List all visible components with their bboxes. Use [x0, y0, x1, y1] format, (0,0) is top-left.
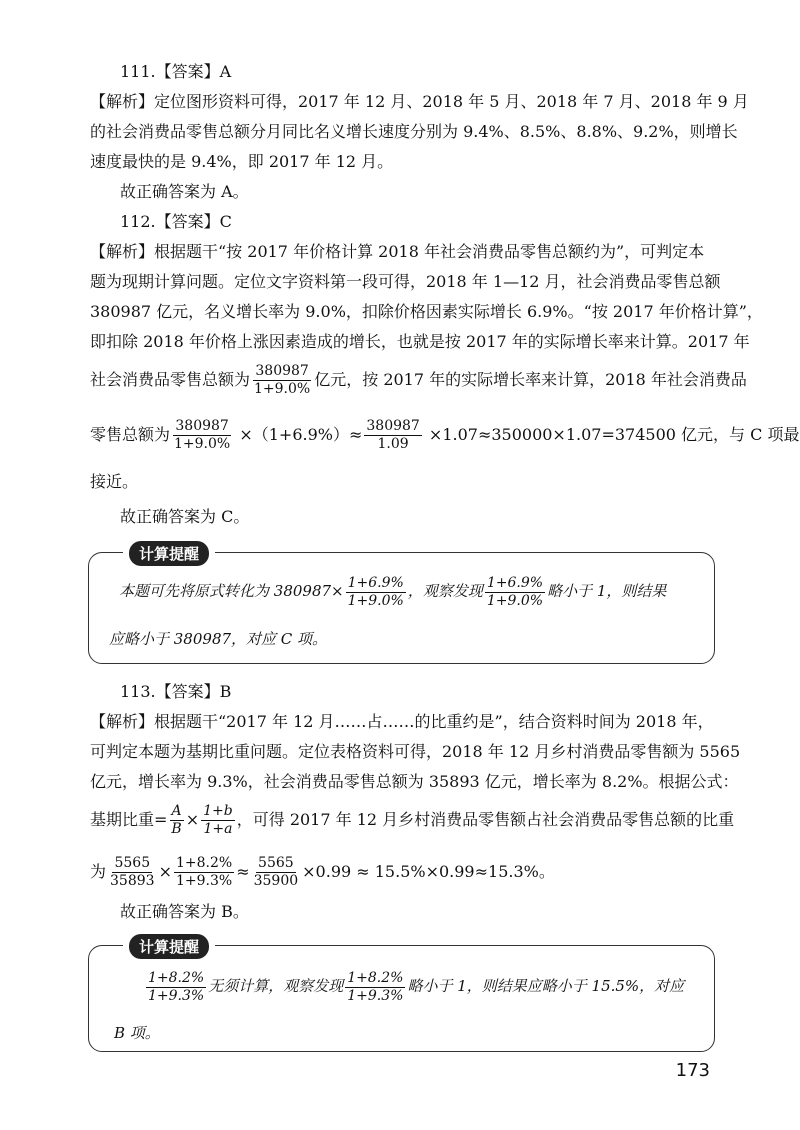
fraction-denominator: 1+9.0% [254, 381, 311, 397]
q113-tip-line-1 [144, 966, 684, 1006]
approx-sign: ≈ [236, 862, 250, 881]
fraction-denominator: 1+9.0% [486, 592, 544, 609]
multiply-sign: × [185, 810, 200, 829]
fraction-numerator: 1+8.2% [175, 855, 233, 871]
q113-tip-fraction-2 [345, 970, 405, 1005]
q111-analysis-line-2: 的社会消费品零售总额分月同比名义增长速度分别为 9.4%、8.5%、8.8%、9.2%，则增长 [90, 122, 738, 141]
q111-analysis-line-1: 【解析】定位图形资料可得，2017 年 12 月、2018 年 5 月、2018 年 7 月、2018 年 9 月 [90, 92, 749, 111]
fraction-numerator: 5565 [258, 855, 294, 871]
multiply-sign: × [158, 862, 172, 881]
q113-tip-label [123, 934, 215, 959]
q112-tip-suffix: 略小于 1，则结果 [547, 582, 667, 600]
q113-fraction-2 [174, 855, 234, 890]
fraction-denominator: 35893 [110, 873, 155, 889]
q113-line4-suffix: ，可得 2017 年 12 月乡村消费品零售额占社会消费品零售总额的比重 [236, 810, 735, 829]
q113-answer: 故正确答案为 B。 [120, 902, 249, 921]
q112-tip-middle: ，观察发现 [407, 582, 483, 600]
q112-analysis-line-2: 题为现期计算问题。定位文字资料第一段可得，2018 年 1—12 月，社会消费品零售总额 [90, 272, 721, 291]
fraction-numerator: 1+6.9% [347, 574, 404, 591]
q113-line5-prefix: 为 [90, 862, 107, 881]
q113-tip-fraction-1 [146, 970, 206, 1005]
q112-tip-prefix: 本题可先将原式转化为 380987× [119, 582, 344, 600]
q111-analysis-line-3: 速度最快的是 9.4%，即 2017 年 12 月。 [90, 152, 394, 171]
tip-label-text: 计算提醒 [129, 934, 209, 959]
q112-fraction-total [252, 363, 312, 398]
fraction-denominator: 1+9.3% [175, 873, 233, 889]
fraction-numerator: 5565 [114, 855, 151, 871]
q113-tip-line-2: B 项。 [114, 1024, 160, 1042]
fraction-denominator: 35900 [253, 873, 299, 889]
q112-fraction-2 [364, 418, 421, 453]
fraction-numerator: 380987 [255, 363, 309, 379]
q112-tip-fraction-2 [485, 575, 545, 610]
q113-tip-middle: 无须计算，观察发现 [208, 977, 344, 995]
q112-line6-suffix: ×1.07≈350000×1.07=374500 亿元，与 C 项最 [423, 425, 800, 444]
q112-label: 112.【答案】C [120, 212, 232, 231]
q113-analysis-line-4 [90, 800, 735, 840]
fraction-numerator: A [171, 803, 182, 819]
fraction-numerator: 1+6.9% [486, 574, 544, 591]
q112-analysis-line-7: 接近。 [90, 472, 139, 491]
fraction-numerator: 380987 [366, 418, 420, 434]
fraction-denominator: 1+9.3% [148, 987, 205, 1004]
q113-analysis-line-3: 亿元，增长率为 9.3%，社会消费品零售总额为 35893 亿元，增长率为 8.2%。根据公式： [90, 772, 739, 791]
q112-analysis-line-3: 380987 亿元，名义增长率为 9.0%，扣除价格因素实际增长 6.9%。“按 2017 年价格计算”， [90, 302, 763, 321]
fraction-denominator: 1+9.0% [174, 436, 231, 452]
q112-answer: 故正确答案为 C。 [120, 507, 250, 526]
q113-tip-suffix: 略小于 1，则结果应略小于 15.5%，对应 [407, 977, 685, 995]
q113-fraction-3 [252, 855, 301, 890]
q112-analysis-line-4: 即扣除 2018 年价格上涨因素造成的增长，也就是按 2017 年的实际增长率来计算。2017 年 [90, 332, 750, 351]
q111-label: 111.【答案】A [120, 62, 232, 81]
q113-calculation-tip-box [88, 938, 715, 1052]
q112-tip-fraction-1 [346, 575, 406, 610]
q113-formula-fraction-2 [201, 803, 235, 838]
fraction-denominator: 1.09 [377, 436, 409, 452]
tip-label-text: 计算提醒 [129, 541, 209, 566]
q112-analysis-line-6 [90, 415, 800, 455]
q113-analysis-line-5 [90, 852, 720, 892]
q112-line6-middle: ×（1+6.9%）≈ [234, 425, 363, 444]
q112-line5-suffix: 亿元，按 2017 年的实际增长率来计算，2018 年社会消费品 [314, 370, 747, 389]
q112-tip-line-2: 应略小于 380987，对应 C 项。 [109, 630, 328, 648]
q113-line4-prefix: 基期比重= [90, 810, 168, 829]
q112-line6-prefix: 零售总额为 [90, 425, 171, 444]
q112-fraction-1 [172, 418, 232, 453]
q112-tip-label [123, 541, 215, 566]
fraction-denominator: B [171, 821, 182, 837]
q112-analysis-line-5 [90, 360, 747, 400]
fraction-denominator: 1+9.3% [347, 987, 404, 1004]
q112-analysis-line-1: 【解析】根据题干“按 2017 年价格计算 2018 年社会消费品零售总额约为”，可判定本 [90, 242, 705, 261]
q113-fraction-1 [108, 855, 157, 890]
q113-line5-suffix: ×0.99 ≈ 15.5%×0.99≈15.3%。 [302, 862, 555, 881]
q111-answer: 故正确答案为 A。 [120, 182, 249, 201]
fraction-numerator: 1+b [203, 803, 233, 819]
fraction-denominator: 1+a [203, 821, 233, 837]
q113-formula-fraction-1 [169, 803, 183, 838]
q113-analysis-line-1: 【解析】根据题干“2017 年 12 月……占……的比重约是”，结合资料时间为 2018 年， [90, 712, 714, 731]
q113-label: 113.【答案】B [120, 682, 232, 701]
page-number: 173 [675, 1060, 710, 1081]
fraction-denominator: 1+9.0% [347, 592, 404, 609]
fraction-numerator: 1+8.2% [148, 969, 205, 986]
q112-calculation-tip-box [88, 545, 715, 664]
q113-analysis-line-2: 可判定本题为基期比重问题。定位表格资料可得，2018 年 12 月乡村消费品零售额为 5565 [90, 742, 741, 761]
q112-tip-line-1 [119, 571, 666, 611]
q112-line5-prefix: 社会消费品零售总额为 [90, 370, 251, 389]
fraction-numerator: 380987 [175, 418, 229, 434]
fraction-numerator: 1+8.2% [347, 969, 404, 986]
